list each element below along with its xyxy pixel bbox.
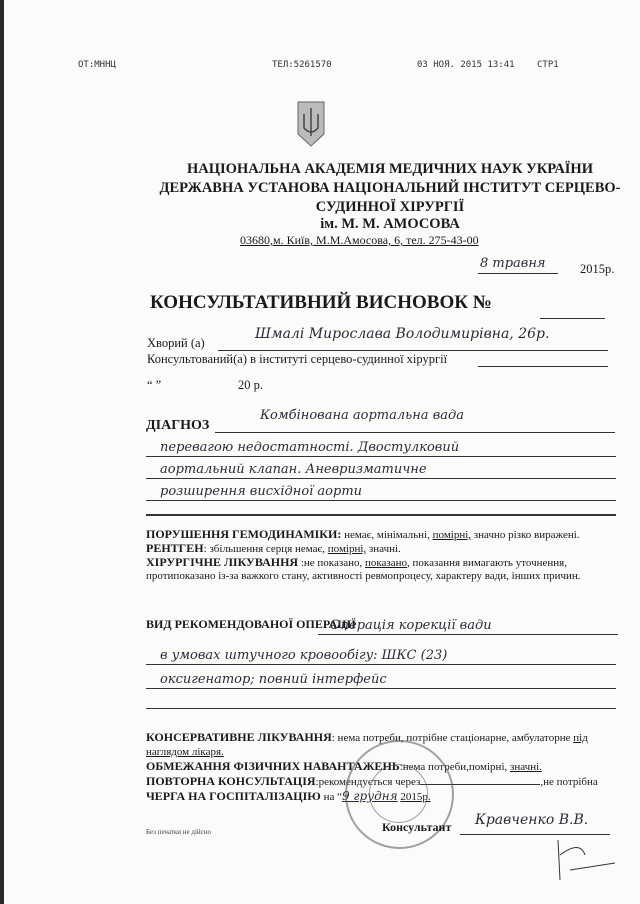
institution-line-2: ДЕРЖАВНА УСТАНОВА НАЦІОНАЛЬНИЙ ІНСТИТУТ СЕРЦЕВО-: [159, 180, 621, 196]
consult-date-day: “ ”: [147, 378, 162, 392]
consult-date-year: 20 р.: [238, 378, 263, 392]
operation-line-1: Операція корекції вади: [330, 618, 492, 633]
footnote: Без печатки не дійсно: [146, 828, 212, 836]
physical-selected: значні.: [510, 761, 542, 773]
operation-label: ВИД РЕКОМЕНДОВАНОЇ ОПЕРАЦІЇ: [146, 617, 356, 631]
diagnosis-label: ДІАГНОЗ: [146, 418, 210, 433]
patient-name: Шмалі Мирослава Володимирівна, 26р.: [255, 326, 550, 342]
fax-datetime: 03 НОЯ. 2015 13:41: [417, 60, 515, 70]
ukraine-emblem-icon: [296, 100, 326, 148]
institution-line-4: ім. М. М. АМОСОВА: [320, 216, 460, 232]
hemodynamics-section: ПОРУШЕННЯ ГЕМОДИНАМІКИ: немає, мінімальні, помірні, значно різко виражені. РЕНТГЕН: збільшення серця немає, помірні, значні. ХІРУРГІЧНЕ ЛІКУВАННЯ :не показано, показано, показання вимагають уточнення, протипоказано із-за важкого стану, активності ревмопроцесу, характеру вади, інших причин.: [146, 527, 581, 582]
institution-line-3: СУДИННОЇ ХІРУРГІЇ: [315, 199, 465, 215]
conservative-selected: під наглядом лікаря.: [146, 732, 588, 758]
patient-label: Хворий (а): [147, 336, 205, 350]
document-date-handwritten: 8 травня: [480, 256, 546, 271]
hemodynamics-selected: помірні,: [432, 529, 472, 541]
diagnosis-line-1: Комбінована аортальна вада: [260, 408, 464, 423]
operation-line-3: оксигенатор; повний інтерфейс: [160, 672, 387, 687]
diagnosis-line-2: перевагою недостатності. Двостулковий: [160, 440, 460, 455]
fax-from: ОТ:МННЦ: [78, 60, 116, 70]
document-title: КОНСУЛЬТАТИВНИЙ ВИСНОВОК №: [150, 292, 492, 313]
document-year: 2015р.: [580, 262, 615, 276]
surgery-selected: показано: [364, 557, 408, 569]
fax-phone: ТЕЛ:5261570: [272, 60, 332, 70]
consulted-label: Консультований(а) в інституті серцево-судинної хірургії: [147, 352, 448, 366]
diagnosis-line-3: аортальний клапан. Аневризматичне: [160, 462, 427, 477]
signature-scribble: [550, 835, 620, 885]
institution-address: 03680,м. Київ, М.М.Амосова, 6, тел. 275-43-00: [240, 233, 479, 247]
scan-edge: [0, 0, 4, 904]
operation-line-2: в умовах штучного кровообігу: ШКС (23): [160, 648, 448, 663]
queue-date: 9 грудня: [341, 789, 398, 803]
xray-selected: помірні,: [327, 543, 367, 555]
recommendations-section: КОНСЕРВАТИВНЕ ЛІКУВАННЯ: нема потреби, потрібне стаціонарне, амбулаторне під наглядом лікаря. ОБМЕЖАННЯ ФІЗИЧНИХ НАВАНТАЖЕНЬ:нема потреби,помірні, значні. ПОВТОРНА КОНСУЛЬТАЦІЯ:рекомендується через ,не потрібна ЧЕРГА НА ГОСПІТАЛІЗАЦІЮ на “9 грудня 2015р.: [146, 730, 598, 803]
institution-line-1: НАЦІОНАЛЬНА АКАДЕМІЯ МЕДИЧНИХ НАУК УКРАЇНИ: [187, 161, 593, 177]
diagnosis-line-4: розширення висхідної аорти: [160, 484, 363, 499]
consultant-signature: Кравченко В.В.: [475, 812, 589, 828]
consultant-label: Консультант: [382, 820, 452, 834]
fax-page: СТР1: [537, 60, 559, 70]
